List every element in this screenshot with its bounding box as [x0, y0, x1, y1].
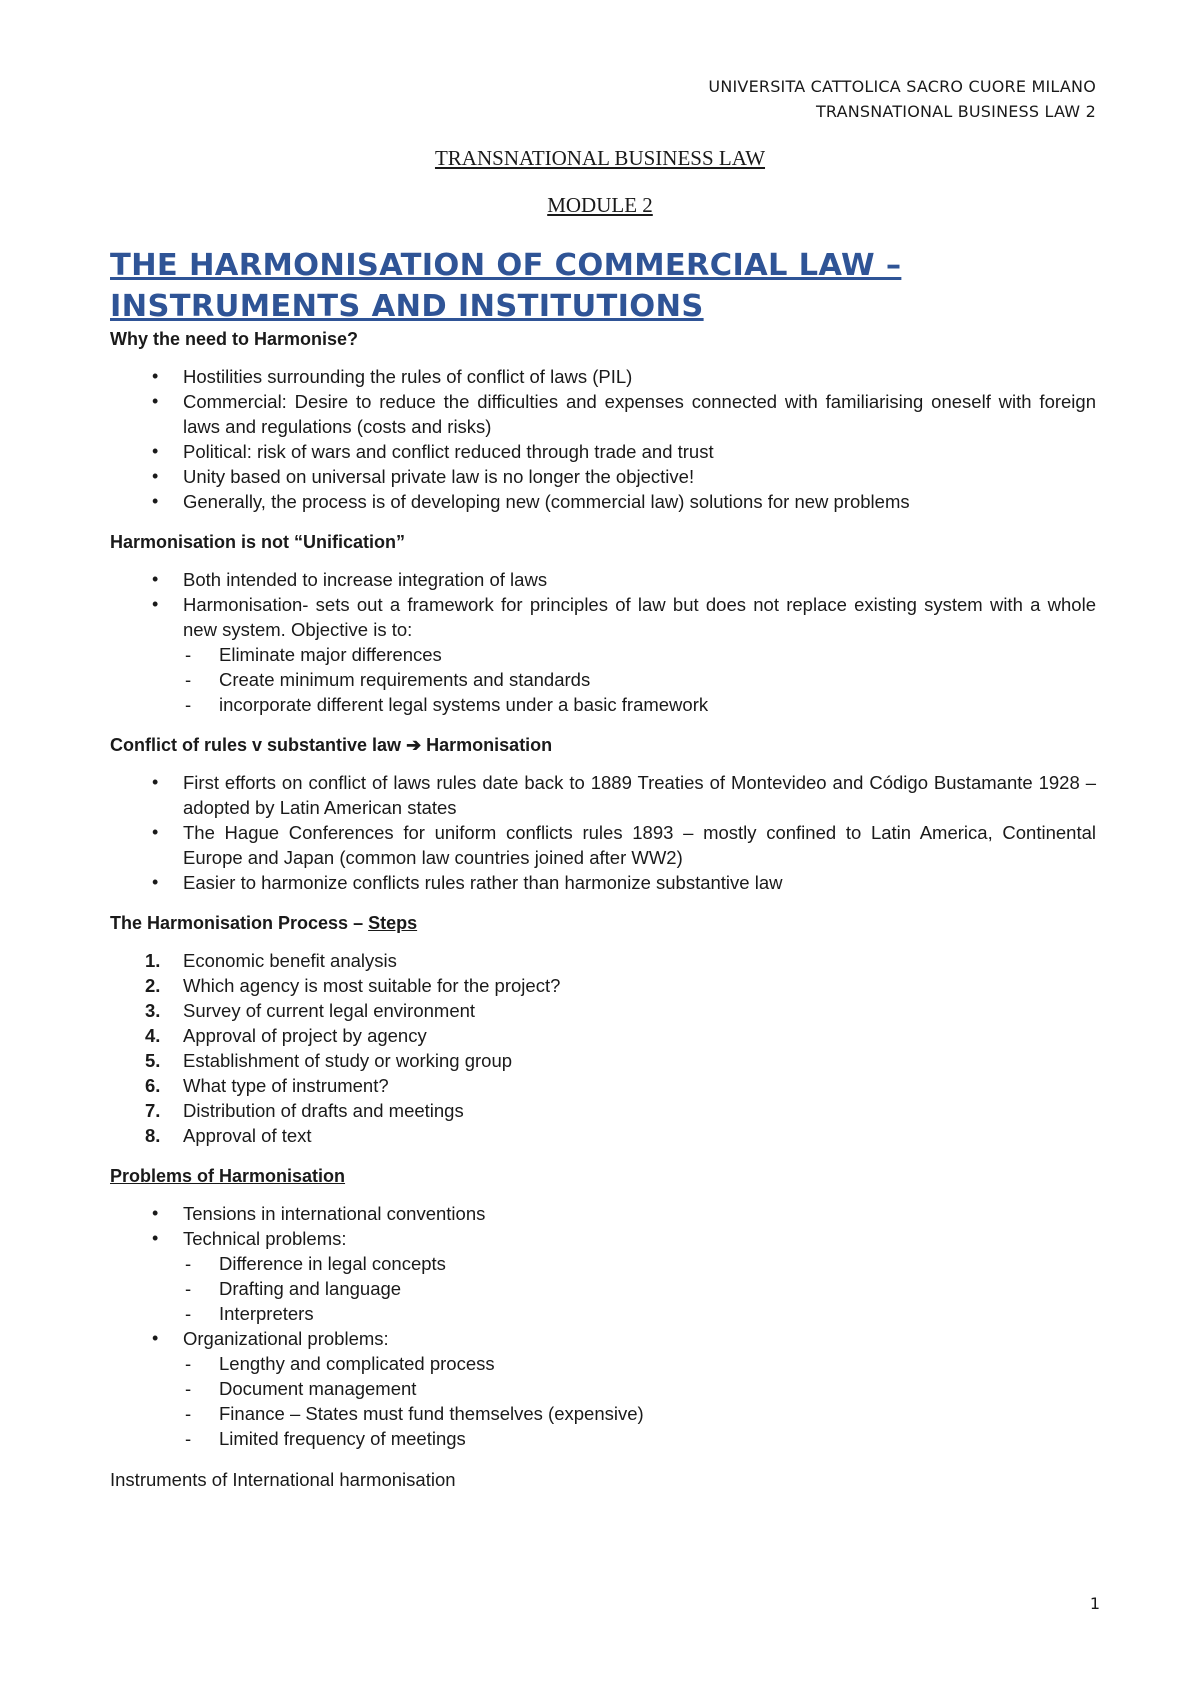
step-item	[110, 1023, 1096, 1048]
list-item: • Easier to harmonize conflicts rules rather than harmonize substantive law	[110, 870, 1096, 895]
list-item	[110, 1326, 1096, 1451]
organizational-sublist	[183, 1351, 1096, 1451]
not-unification-list	[110, 567, 1096, 717]
sublist-item: - Create minimum requirements and standards	[183, 667, 1096, 692]
sublist-item: - Finance – States must fund themselves (expensive)	[183, 1401, 1096, 1426]
list-item: • Unity based on universal private law is no longer the objective!	[110, 464, 1096, 489]
sublist-item: - Document management	[183, 1376, 1096, 1401]
list-item	[110, 592, 1096, 717]
sublist-item: - Interpreters	[183, 1301, 1096, 1326]
heading-underlined-text: Steps	[368, 913, 418, 933]
arrow-right-icon: ➔	[406, 735, 422, 755]
need-list	[110, 364, 1096, 514]
problems-list	[110, 1201, 1096, 1451]
step-text: Distribution of drafts and meetings	[183, 1100, 464, 1121]
sublist-item: - Lengthy and complicated process	[183, 1351, 1096, 1376]
list-item: • Both intended to increase integration of laws	[110, 567, 1096, 592]
step-text: Approval of project by agency	[183, 1025, 427, 1046]
section-heading-process	[110, 911, 1096, 936]
step-number: 1.	[145, 950, 161, 971]
list-item-text: Harmonisation- sets out a framework for principles of law but does not replace existing system with a whole new system. Objective is to:	[183, 594, 1096, 640]
heading-text: The Harmonisation Process –	[110, 913, 369, 933]
step-item	[110, 1123, 1096, 1148]
header-university: UNIVERSITA CATTOLICA SACRO CUORE MILANO	[708, 77, 1096, 96]
step-item	[110, 1048, 1096, 1073]
process-steps-list	[110, 948, 1096, 1148]
section-heading-conflict	[110, 733, 1096, 758]
heading-text: Harmonisation	[421, 735, 553, 755]
list-item: • Hostilities surrounding the rules of conflict of laws (PIL)	[110, 364, 1096, 389]
step-item	[110, 1073, 1096, 1098]
step-text: Economic benefit analysis	[183, 950, 397, 971]
technical-sublist	[183, 1251, 1096, 1326]
step-item	[110, 973, 1096, 998]
section-heading-need: Why the need to Harmonise?	[110, 329, 359, 349]
document-body	[110, 327, 1096, 1492]
step-number: 8.	[145, 1125, 161, 1146]
section-heading-problems: Problems of Harmonisation	[110, 1166, 346, 1186]
list-item: • Commercial: Desire to reduce the difficulties and expenses connected with familiarising oneself with foreign laws and regulations (costs and risks)	[110, 389, 1096, 439]
sublist-item: - Limited frequency of meetings	[183, 1426, 1096, 1451]
module-title: MODULE 2	[547, 193, 653, 217]
instruments-paragraph: Instruments of International harmonisation	[110, 1469, 456, 1490]
page-number: 1	[1089, 1594, 1100, 1613]
list-item: • First efforts on conflict of laws rules date back to 1889 Treaties of Montevideo and Código Bustamante 1928 – adopted by Latin American states	[110, 770, 1096, 820]
heading-text: Conflict of rules v substantive law	[110, 735, 407, 755]
sublist-item: - Drafting and language	[183, 1276, 1096, 1301]
step-number: 3.	[145, 1000, 161, 1021]
step-item	[110, 1098, 1096, 1123]
header-course: TRANSNATIONAL BUSINESS LAW 2	[815, 102, 1096, 121]
step-number: 2.	[145, 975, 161, 996]
step-item	[110, 948, 1096, 973]
step-number: 7.	[145, 1100, 161, 1121]
list-item: • The Hague Conferences for uniform conflicts rules 1893 – mostly confined to Latin America, Continental Europe and Japan (common law countries joined after WW2)	[110, 820, 1096, 870]
main-heading	[110, 245, 1090, 327]
list-item-text: Organizational problems:	[183, 1328, 389, 1349]
list-item: • Political: risk of wars and conflict reduced through trade and trust	[110, 439, 1096, 464]
list-item: • Generally, the process is of developing new (commercial law) solutions for new problems	[110, 489, 1096, 514]
step-text: Establishment of study or working group	[183, 1050, 513, 1071]
step-text: Survey of current legal environment	[183, 1000, 476, 1021]
section-heading-not-unification: Harmonisation is not “Unification”	[110, 532, 406, 552]
document-title: TRANSNATIONAL BUSINESS LAW	[434, 146, 766, 170]
list-item-text: Technical problems:	[183, 1228, 347, 1249]
objective-sublist	[183, 642, 1096, 717]
sublist-item: - Difference in legal concepts	[183, 1251, 1096, 1276]
step-number: 6.	[145, 1075, 161, 1096]
step-text: Approval of text	[183, 1125, 312, 1146]
step-number: 4.	[145, 1025, 161, 1046]
running-header	[708, 74, 1096, 124]
step-text: What type of instrument?	[183, 1075, 389, 1096]
main-heading-line-2: INSTRUMENTS AND INSTITUTIONS	[110, 289, 704, 324]
step-text: Which agency is most suitable for the project?	[183, 975, 561, 996]
sublist-item: - incorporate different legal systems under a basic framework	[183, 692, 1096, 717]
sublist-item: - Eliminate major differences	[183, 642, 1096, 667]
step-item	[110, 998, 1096, 1023]
list-item: • Tensions in international conventions	[110, 1201, 1096, 1226]
step-number: 5.	[145, 1050, 161, 1071]
list-item	[110, 1226, 1096, 1326]
main-heading-line-1: THE HARMONISATION OF COMMERCIAL LAW –	[110, 248, 902, 283]
conflict-list	[110, 770, 1096, 895]
